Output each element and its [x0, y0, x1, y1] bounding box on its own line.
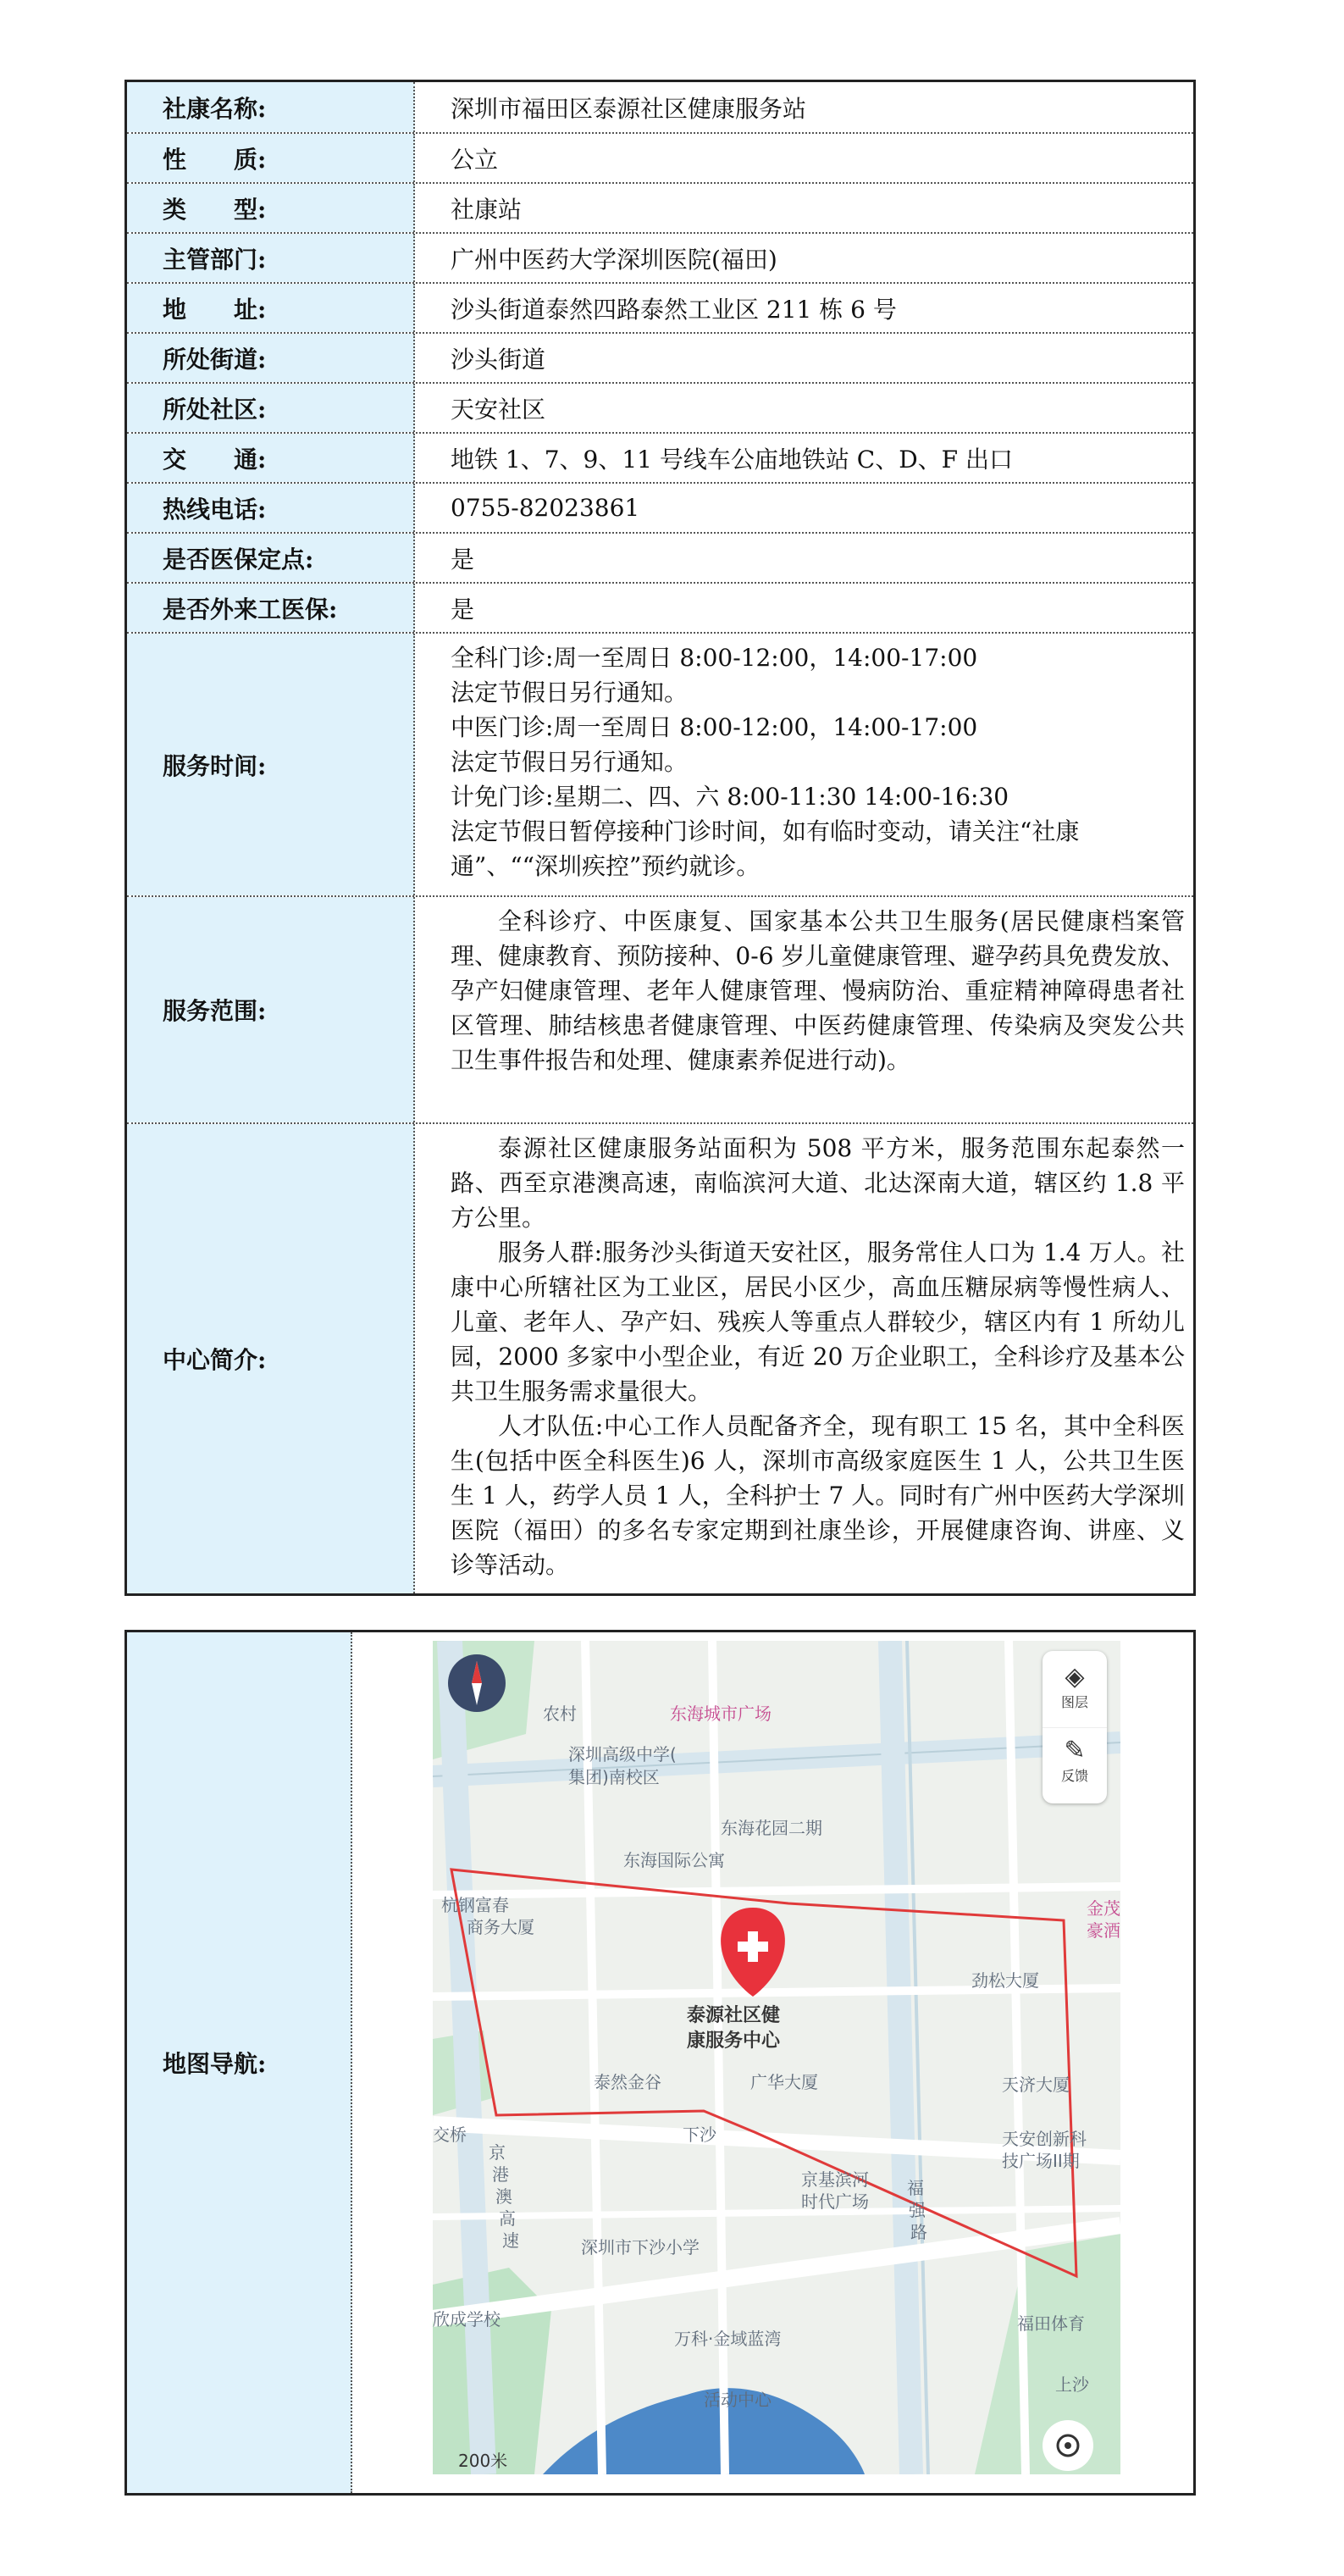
poi-label: 东海城市广场 — [670, 1703, 772, 1724]
poi-label: 豪酒 — [1087, 1920, 1120, 1941]
row-street — [127, 332, 1193, 382]
poi-label: 劲松大厦 — [971, 1970, 1039, 1991]
poi-label: 农村 — [543, 1703, 577, 1724]
poi-label: 下沙 — [683, 2125, 716, 2145]
label-community: 所处社区: — [127, 384, 415, 432]
poi-label: 交桥 — [433, 2125, 467, 2145]
service-time-line: 全科门诊:周一至周日 8:00-12:00，14:00-17:00 — [451, 644, 978, 672]
row-map — [127, 1632, 1193, 2493]
row-department — [127, 232, 1193, 282]
label-nature: 性 质: — [127, 134, 415, 182]
row-name — [127, 82, 1193, 132]
road-label: 高 — [499, 2208, 516, 2229]
center-name-line2: 康服务中心 — [687, 2030, 781, 2052]
row-nature — [127, 132, 1193, 182]
row-community — [127, 382, 1193, 432]
label-service-time: 服务时间: — [127, 634, 415, 895]
poi-label: 上沙 — [1055, 2374, 1089, 2395]
value-transport: 地铁 1、7、9、11 号线车公庙地铁站 C、D、F 出口 — [451, 445, 1013, 474]
poi-label: 杭钢富春 — [441, 1895, 509, 1915]
label-name: 社康名称: — [127, 82, 415, 132]
poi-label: 活动中心 — [704, 2390, 772, 2410]
value-address: 沙头街道泰然四路泰然工业区 211 栋 6 号 — [451, 295, 897, 324]
road-label: 澳 — [495, 2186, 512, 2207]
row-type — [127, 182, 1193, 232]
value-intro — [415, 1124, 1193, 1593]
label-migrant-insurance: 是否外来工医保: — [127, 584, 415, 632]
scale-bar-label: 200米 — [458, 2451, 508, 2471]
poi-label: 技广场II期 — [1002, 2151, 1080, 2171]
poi-label: 金茂 — [1087, 1898, 1120, 1919]
row-intro — [127, 1122, 1193, 1593]
value-name: 深圳市福田区泰源社区健康服务站 — [451, 94, 807, 123]
row-service-scope — [127, 895, 1193, 1122]
road-label: 港 — [492, 2164, 509, 2185]
label-street: 所处街道: — [127, 334, 415, 382]
value-hotline: 0755-82023861 — [451, 494, 640, 522]
poi-label: 万科·金域蓝湾 — [674, 2329, 782, 2349]
layers-button[interactable] — [1043, 1651, 1107, 1727]
poi-label: 天济大厦 — [1002, 2075, 1070, 2095]
label-department: 主管部门: — [127, 234, 415, 282]
road-label: 强 — [909, 2200, 926, 2220]
map-table — [124, 1630, 1196, 2496]
poi-label: 时代广场 — [801, 2191, 869, 2212]
value-street: 沙头街道 — [451, 345, 546, 374]
poi-label: 泰然金谷 — [594, 2072, 661, 2092]
label-type: 类 型: — [127, 184, 415, 232]
service-time-line: 计免门诊:星期二、四、六 8:00-11:30 14:00-16:30 — [451, 783, 1009, 811]
value-type: 社康站 — [451, 195, 523, 224]
feedback-label: 反馈 — [1060, 1768, 1088, 1784]
label-service-scope: 服务范围: — [127, 897, 415, 1122]
service-time-line: 中医门诊:周一至周日 8:00-12:00，14:00-17:00 — [451, 713, 978, 741]
row-service-time — [127, 632, 1193, 895]
intro-paragraph: 泰源社区健康服务站面积为 508 平方米，服务范围东起泰然一路、西至京港澳高速，南临滨河大道、北达深南大道，辖区约 1.8 平方公里。 — [451, 1134, 1185, 1232]
label-map: 地图导航: — [127, 1632, 352, 2493]
pencil-icon: ✎ — [1064, 1736, 1086, 1765]
label-intro: 中心简介: — [127, 1124, 415, 1593]
road-label: 路 — [910, 2222, 927, 2242]
poi-label: 福田体育 — [1017, 2313, 1085, 2334]
map-controls — [1043, 1651, 1107, 1803]
value-migrant-insurance: 是 — [451, 595, 475, 623]
value-insurance: 是 — [451, 545, 475, 573]
poi-label: 深圳高级中学( — [568, 1744, 677, 1764]
poi-label: 天安创新科 — [1002, 2129, 1087, 2149]
label-transport: 交 通: — [127, 434, 415, 482]
poi-label: 商务大厦 — [467, 1917, 534, 1937]
poi-label: 广华大厦 — [750, 2072, 818, 2092]
label-address: 地 址: — [127, 284, 415, 332]
value-service-time — [415, 634, 1193, 895]
poi-label: 欣成学校 — [433, 2309, 501, 2329]
service-time-line: 法定节假日另行通知。 — [451, 679, 689, 706]
feedback-button[interactable] — [1043, 1727, 1107, 1803]
map-view[interactable] — [433, 1641, 1120, 2474]
poi-label: 京基滨河 — [801, 2169, 869, 2190]
row-hotline — [127, 482, 1193, 532]
label-insurance: 是否医保定点: — [127, 534, 415, 582]
service-scope-text: 全科诊疗、中医康复、国家基本公共卫生服务(居民健康档案管理、健康教育、预防接种、0-6 岁儿童健康管理、避孕药具免费发放、孕产妇健康管理、老年人健康管理、慢病防治、重症精神障碍患者社区管理、肺结核患者健康管理、中医药健康管理、传染病及突发公共卫生事件报告和处理、健康素养促进行动)。 — [451, 907, 1185, 1074]
row-transport — [127, 432, 1193, 482]
road-label: 京 — [489, 2142, 506, 2163]
layers-icon: ◈ — [1065, 1662, 1085, 1692]
intro-paragraph: 服务人群:服务沙头街道天安社区，服务常住人口为 1.4 万人。社康中心所辖社区为工业区，居民小区少，高血压糖尿病等慢性病人、儿童、老年人、孕产妇、残疾人等重点人群较少，辖区内有 1 所幼儿园，2000 多家中小型企业，有近 20 万企业职工，全科诊疗及基本公共卫生服务需求量很大。 — [451, 1238, 1185, 1405]
poi-label: 集团)南校区 — [568, 1767, 660, 1787]
road-label: 速 — [502, 2230, 519, 2251]
info-table — [124, 80, 1196, 1596]
poi-label: 深圳市下沙小学 — [581, 2237, 700, 2257]
service-time-line: 法定节假日暂停接种门诊时间，如有临时变动，请关注“社康通”、““深圳疾控”预约就诊。 — [451, 817, 1080, 880]
map-cell — [352, 1632, 1193, 2493]
value-community: 天安社区 — [451, 395, 546, 424]
row-migrant-insurance — [127, 582, 1193, 632]
center-name-line1: 泰源社区健 — [687, 2005, 781, 2026]
service-time-line: 法定节假日另行通知。 — [451, 748, 689, 776]
poi-label: 东海花园二期 — [721, 1818, 822, 1838]
value-department: 广州中医药大学深圳医院(福田) — [451, 245, 777, 274]
label-hotline: 热线电话: — [127, 484, 415, 532]
road-label: 福 — [907, 2178, 924, 2198]
value-service-scope — [415, 897, 1193, 1122]
row-address — [127, 282, 1193, 332]
value-nature: 公立 — [451, 145, 499, 174]
poi-label: 东海国际公寓 — [623, 1850, 725, 1870]
layers-label: 图层 — [1060, 1694, 1088, 1710]
row-insurance — [127, 532, 1193, 582]
intro-paragraph: 人才队伍:中心工作人员配备齐全，现有职工 15 名，其中全科医生(包括中医全科医生)6 人，深圳市高级家庭医生 1 人，公共卫生医生 1 人，药学人员 1 人，全科护士 7 人。同时有广州中医药大学深圳医院（福田）的多名专家定期到社康坐诊，开展健康咨询、讲座、义诊等活动。 — [451, 1412, 1185, 1579]
